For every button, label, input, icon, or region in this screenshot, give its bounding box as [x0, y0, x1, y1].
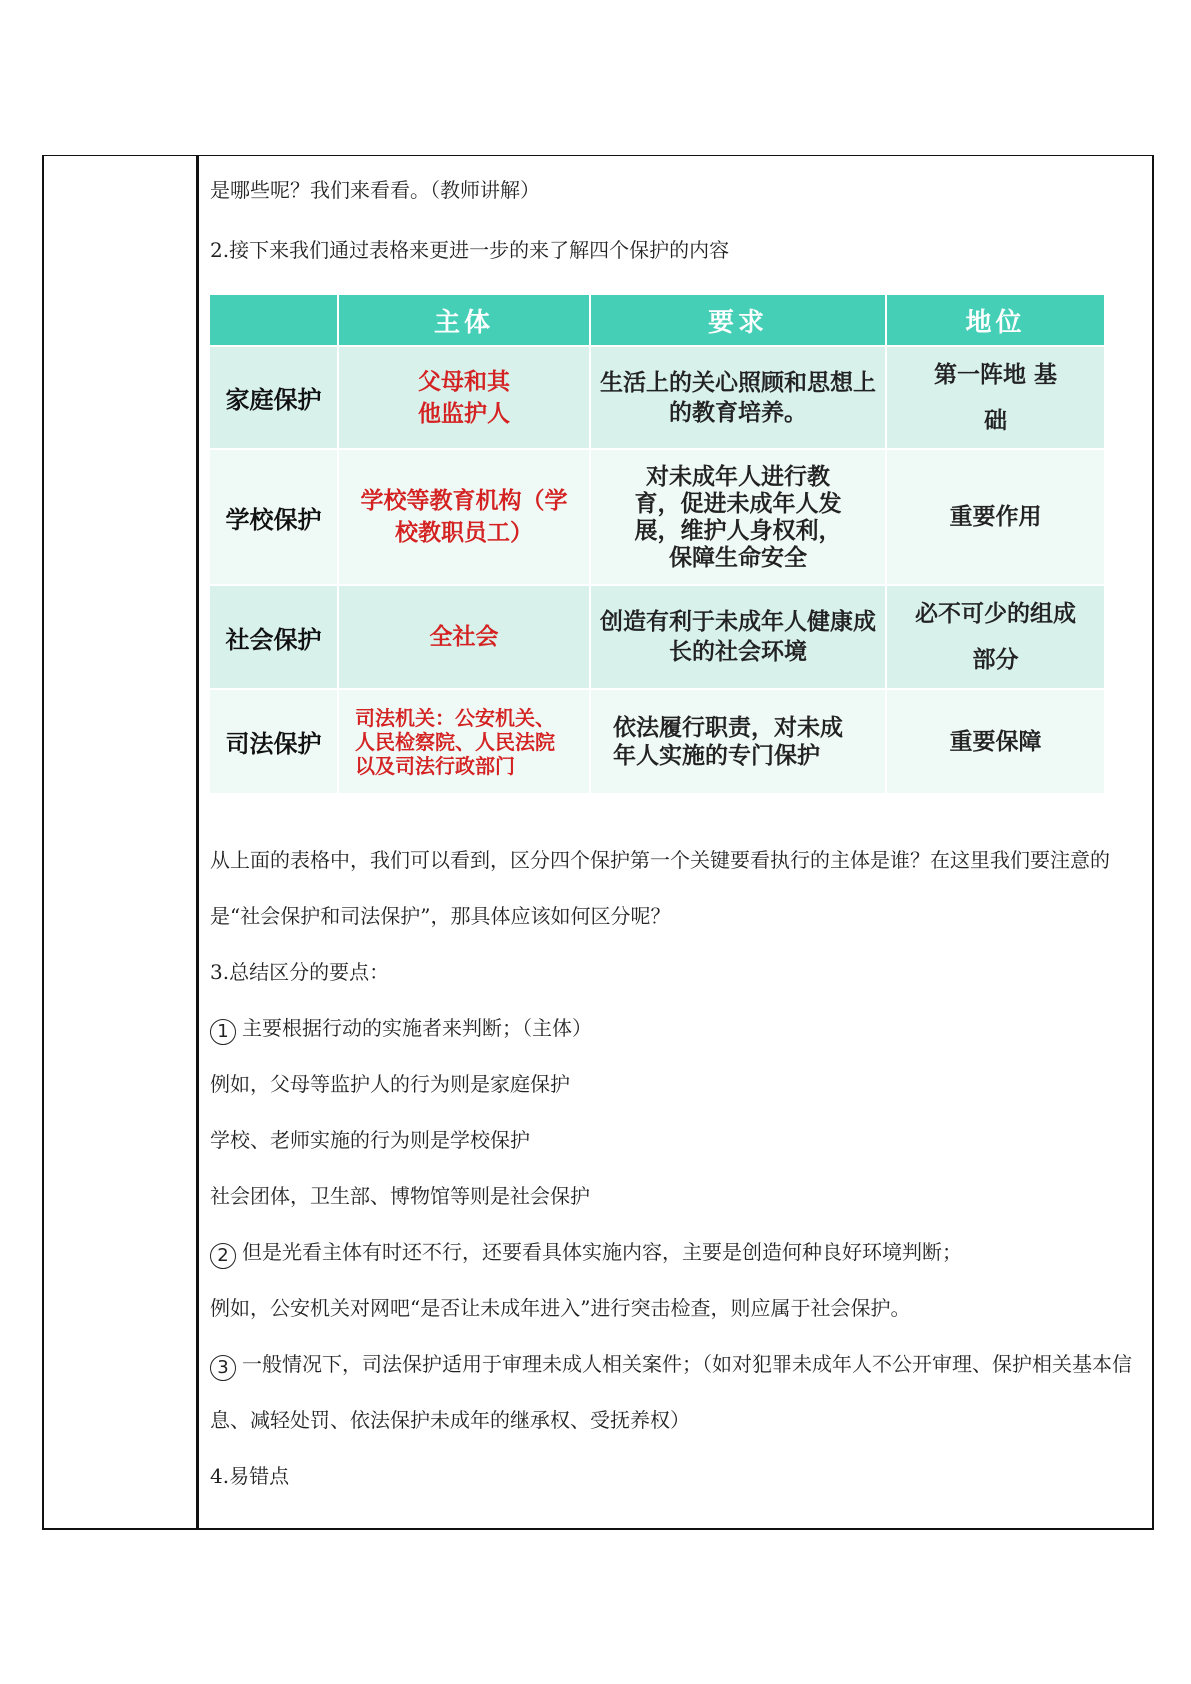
row-status: 重要保障 [886, 689, 1105, 794]
table-header-row [210, 295, 1105, 346]
example-line: 社会团体，卫生部、博物馆等则是社会保护 [210, 1184, 590, 1208]
step-2-heading: 2.接下来我们通过表格来更进一步的来了解四个保护的内容 [210, 238, 730, 262]
row-subject: 全社会 [338, 585, 590, 689]
intro-line: 是哪些呢？我们来看看。（教师讲解） [210, 178, 540, 202]
table-row [210, 346, 1105, 449]
point-3 [210, 1336, 1145, 1448]
row-status: 重要作用 [886, 449, 1105, 585]
header-subject: 主体 [338, 295, 590, 346]
explanation-section [210, 832, 1145, 1504]
row-status: 必不可少的组成部分 [886, 585, 1105, 689]
column-divider [196, 155, 199, 1530]
protection-table [210, 295, 1106, 795]
row-subject: 父母和其他监护人 [338, 346, 590, 449]
step-3-heading: 3.总结区分的要点： [210, 960, 390, 984]
point-1 [210, 1000, 1145, 1056]
table-row [210, 689, 1105, 794]
example-line: 例如，父母等监护人的行为则是家庭保护 [210, 1072, 570, 1096]
row-requirement: 依法履行职责，对未成年人实施的专门保护 [590, 689, 886, 794]
header-requirement: 要求 [590, 295, 886, 346]
row-subject: 学校等教育机构（学校教职员工） [338, 449, 590, 585]
point-text: 主要根据行动的实施者来判断；（主体） [242, 1016, 592, 1040]
circled-number: 3 [210, 1355, 236, 1381]
point-text: 一般情况下，司法保护适用于审理未成人相关案件；（如对犯罪未成年人不公开审理、保护相关基本信息、减轻处罚、依法保护未成年的继承权、受抚养权） [210, 1352, 1132, 1432]
step-4-heading: 4.易错点 [210, 1464, 290, 1488]
row-requirement: 生活上的关心照顾和思想上的教育培养。 [590, 346, 886, 449]
circled-number: 2 [210, 1243, 236, 1269]
point-text: 但是光看主体有时还不行，还要看具体实施内容，主要是创造何种良好环境判断； [242, 1240, 962, 1264]
circled-number: 1 [210, 1019, 236, 1045]
table-summary-paragraph: 从上面的表格中，我们可以看到，区分四个保护第一个关键要看执行的主体是谁？在这里我们要注意的是“社会保护和司法保护”，那具体应该如何区分呢？ [210, 848, 1110, 928]
point-2 [210, 1224, 1145, 1280]
header-blank [210, 295, 338, 346]
row-label: 学校保护 [210, 449, 338, 585]
row-label: 社会保护 [210, 585, 338, 689]
row-subject: 司法机关：公安机关、人民检察院、人民法院以及司法行政部门 [338, 689, 590, 794]
row-label: 家庭保护 [210, 346, 338, 449]
header-status: 地位 [886, 295, 1105, 346]
row-label: 司法保护 [210, 689, 338, 794]
example-line: 学校、老师实施的行为则是学校保护 [210, 1128, 530, 1152]
table-row [210, 449, 1105, 585]
table-row [210, 585, 1105, 689]
row-requirement: 创造有利于未成年人健康成长的社会环境 [590, 585, 886, 689]
row-requirement: 对未成年人进行教育，促进未成年人发展，维护人身权利，保障生命安全 [590, 449, 886, 585]
row-status: 第一阵地 基础 [886, 346, 1105, 449]
example-line: 例如，公安机关对网吧“是否让未成年进入”进行突击检查，则应属于社会保护。 [210, 1296, 911, 1320]
